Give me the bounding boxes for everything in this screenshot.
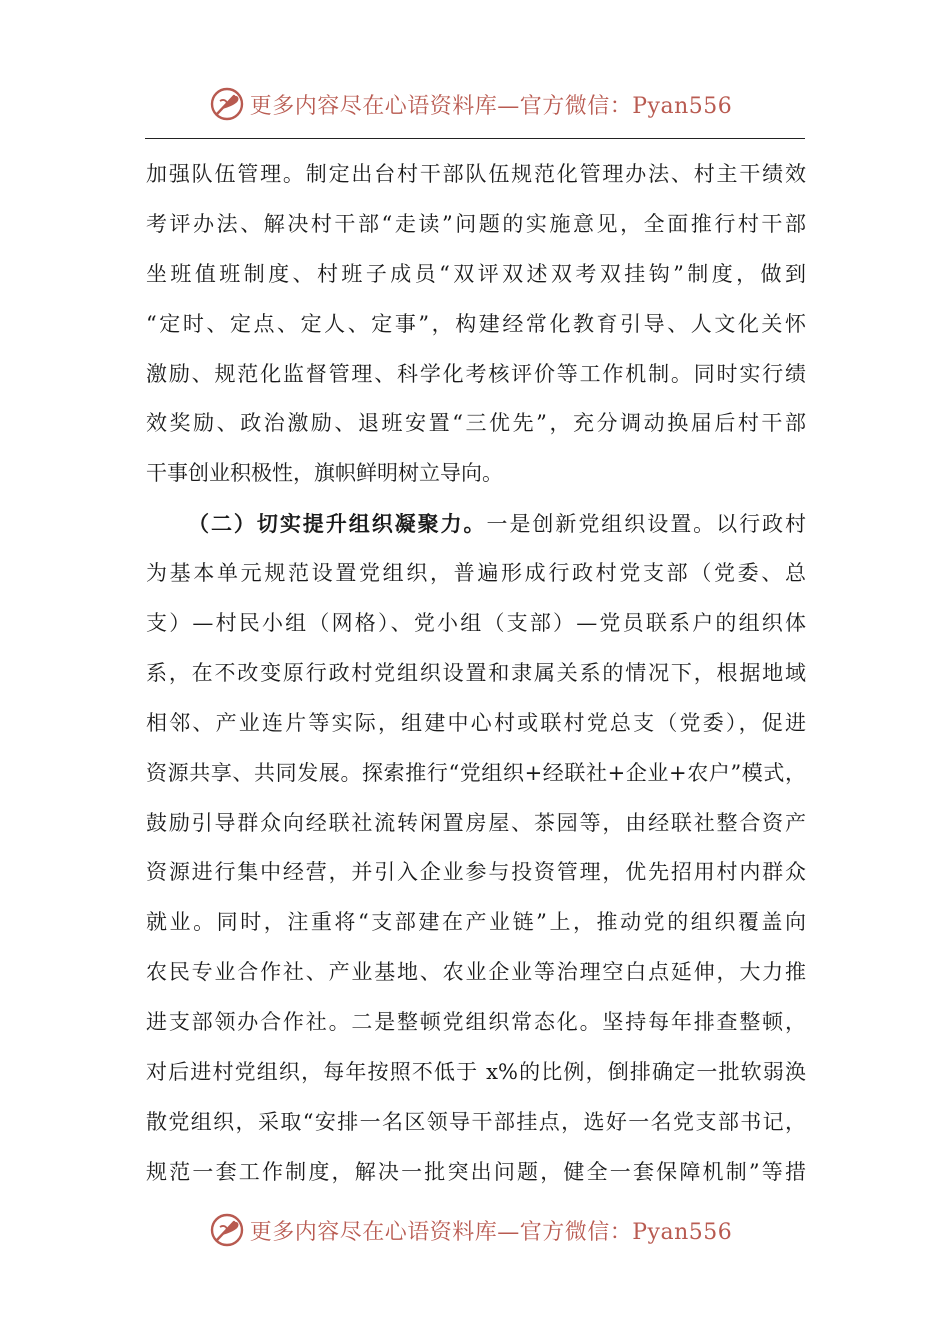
text-line: 支）—村民小组（网格）、党小组（支部）—党员联系户的组织体 (146, 611, 806, 636)
text-line: 资源进行集中经营，并引入企业参与投资管理，优先招用村内群众 (146, 860, 806, 885)
text-line: 鼓励引导群众向经联社流转闲置房屋、茶园等，由经联社整合资产 (146, 810, 806, 835)
footer-banner-text: 更多内容尽在心语资料库—官方微信：Pyan556 (249, 1219, 733, 1245)
text-line: 进支部领办合作社。二是整顿党组织常态化。坚持每年排查整顿， (146, 1010, 806, 1035)
text-line: 规范一套工作制度，解决一批突出问题，健全一套保障机制”等措 (146, 1159, 806, 1184)
text-line: 农民专业合作社、产业基地、农业企业等治理空白点延伸，大力推 (146, 960, 806, 985)
header-banner (0, 84, 950, 124)
footer-banner (0, 1210, 950, 1250)
quill-logo-icon (210, 87, 244, 121)
text-line: 散党组织，采取“安排一名区领导干部挂点，选好一名党支部书记， (146, 1109, 806, 1134)
text-line: 加强队伍管理。制定出台村干部队伍规范化管理办法、村主干绩效 (146, 162, 806, 186)
text-line: “定时、定点、定人、定事”，构建经常化教育引导、人文化关怀 (146, 311, 806, 336)
text-line: 考评办法、解决村干部“走读”问题的实施意见，全面推行村干部 (146, 211, 806, 236)
text-line: 系，在不改变原行政村党组织设置和隶属关系的情况下，根据地域 (146, 660, 806, 685)
section-heading: （二）切实提升组织凝聚力。 (188, 511, 487, 537)
section-heading-continuation: 一是创新党组织设置。以行政村 (486, 512, 806, 537)
text-line: 激励、规范化监督管理、科学化考核评价等工作机制。同时实行绩 (146, 361, 806, 386)
text-line: 效奖励、政治激励、退班安置“三优先”，充分调动换届后村干部 (146, 411, 806, 436)
quill-logo-icon (210, 1213, 244, 1247)
text-line: 坐班值班制度、村班子成员“双评双述双考双挂钩”制度，做到 (146, 261, 806, 286)
document-body (146, 150, 806, 1198)
text-line: 对后进村党组织，每年按照不低于 x%的比例，倒排确定一批软弱涣 (146, 1060, 806, 1085)
text-line: 就业。同时，注重将“支部建在产业链”上，推动党的组织覆盖向 (146, 910, 806, 935)
text-line: 资源共享、共同发展。探索推行“党组织+经联社+企业+农户”模式， (146, 760, 806, 785)
text-line: 相邻、产业连片等实际，组建中心村或联村党总支（党委），促进 (146, 710, 806, 735)
text-line: 干事创业积极性，旗帜鲜明树立导向。 (146, 461, 503, 486)
header-divider (145, 138, 805, 139)
header-banner-text: 更多内容尽在心语资料库—官方微信：Pyan556 (249, 93, 733, 119)
text-line: 为基本单元规范设置党组织，普遍形成行政村党支部（党委、总 (146, 561, 806, 586)
section-heading-line (146, 499, 806, 549)
